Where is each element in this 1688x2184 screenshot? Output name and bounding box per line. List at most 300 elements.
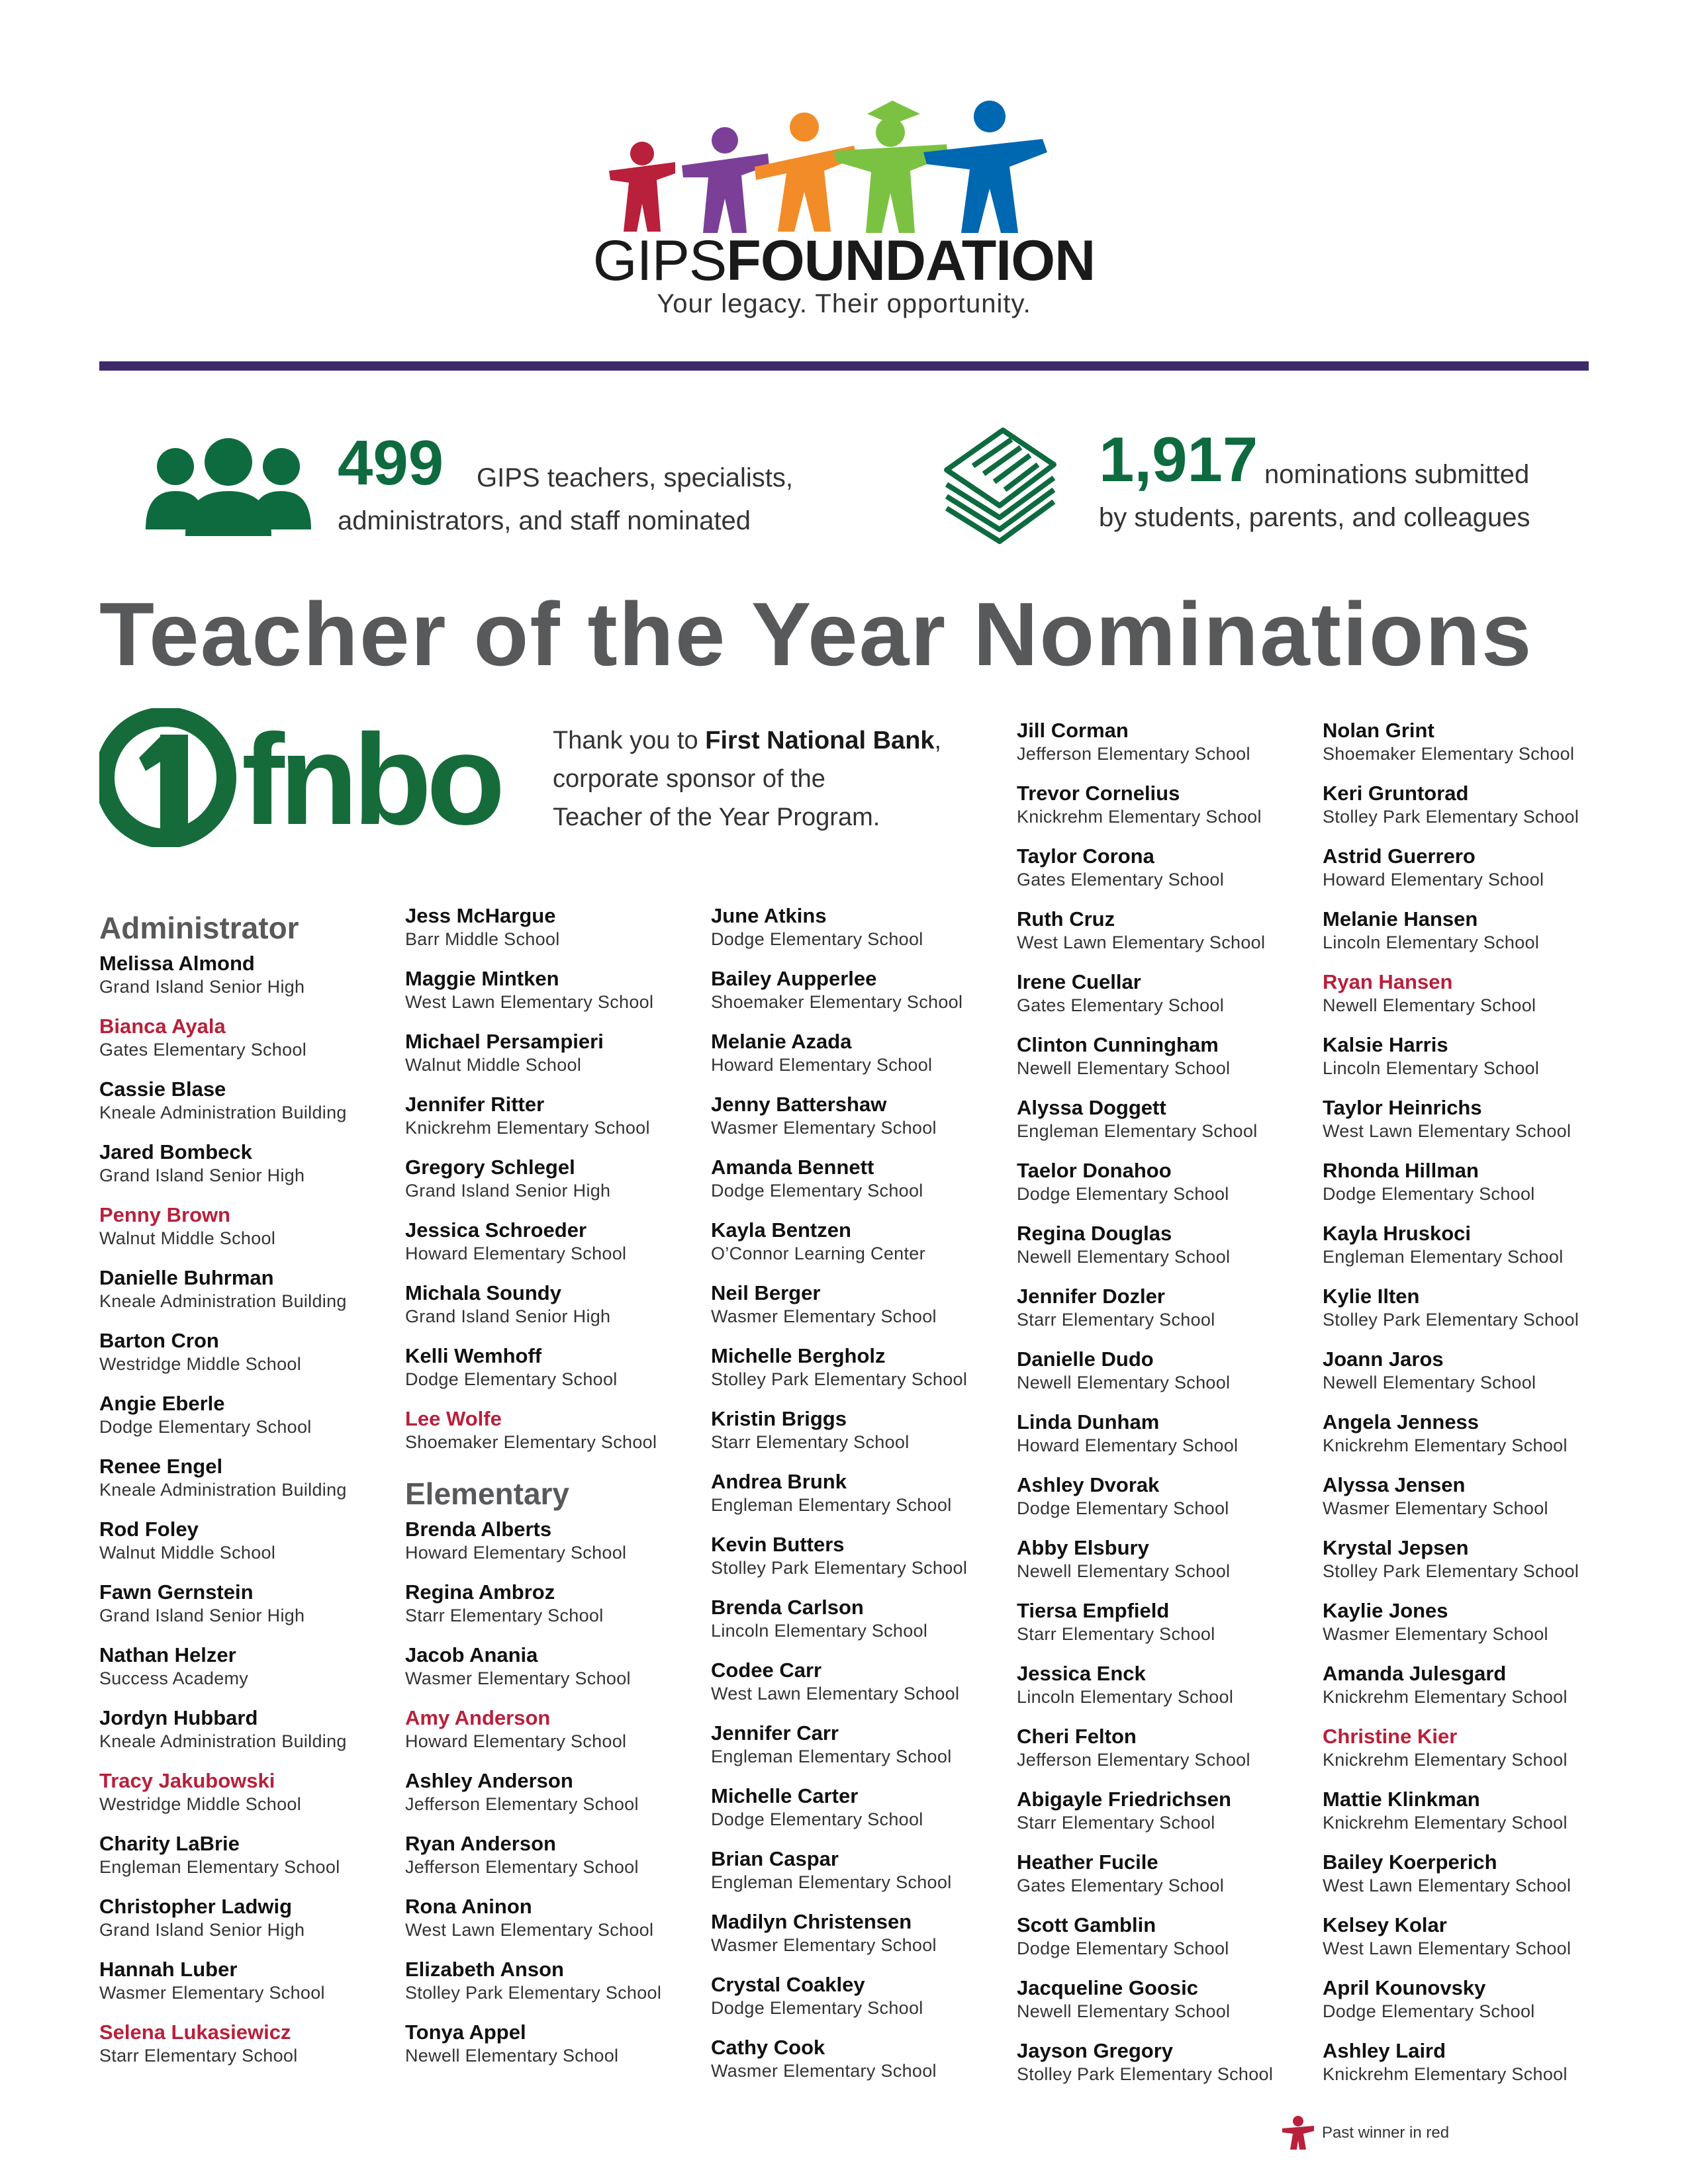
nominee-name: Jennifer Carr — [711, 1721, 839, 1745]
nominee-entry — [1323, 1788, 1624, 1850]
nominee-name: Tonya Appel — [405, 2021, 526, 2044]
sponsor-thanks — [553, 721, 1003, 837]
nominee-name: Brenda Alberts — [405, 1518, 552, 1541]
nominee-column-2 — [405, 904, 706, 2083]
nominee-name: Tiersa Empfield — [1017, 1599, 1170, 1622]
nominee-name: Michala Soundy — [405, 1281, 561, 1304]
sponsor-line2: corporate sponsor of the — [553, 765, 825, 793]
nominee-school: Grand Island Senior High — [99, 1606, 305, 1625]
nominee-school: Knickrehm Elementary School — [405, 1118, 650, 1138]
wordmark-gips: GIPS — [592, 229, 727, 293]
nominee-entry — [711, 1847, 1012, 1910]
nominee-entry — [405, 1706, 706, 1769]
nominee-list — [405, 1518, 706, 2083]
nominee-name: Renee Engel — [99, 1455, 223, 1478]
nominee-entry — [405, 904, 706, 967]
nominee-name: Brenda Carlson — [711, 1596, 864, 1619]
nominee-school: Wasmer Elementary School — [711, 2061, 937, 2081]
nominee-name: Jenny Battershaw — [711, 1093, 887, 1116]
nominee-name: Kalsie Harris — [1323, 1033, 1448, 1056]
nominee-entry — [1017, 1850, 1318, 1913]
nominee-entry — [99, 1580, 400, 1643]
nominee-school: Knickrehm Elementary School — [1323, 1750, 1568, 1770]
gips-wordmark — [0, 228, 1688, 294]
nominee-school: Lincoln Elementary School — [711, 1621, 928, 1641]
nominee-name: Nathan Helzer — [99, 1643, 236, 1666]
nominee-name: Kevin Butters — [711, 1533, 845, 1556]
nominee-entry — [1017, 1096, 1318, 1159]
nominee-entry — [405, 1958, 706, 2021]
gips-foundation-logo — [576, 93, 1119, 238]
sponsor-name: First National Bank — [705, 727, 935, 754]
nominee-school: Newell Elementary School — [1017, 1247, 1231, 1267]
nominee-column-5 — [1323, 719, 1624, 2102]
sponsor-line3: Teacher of the Year Program. — [553, 803, 880, 831]
fnbo-logo-text: fnbo — [242, 708, 500, 847]
nominee-entry — [1017, 1285, 1318, 1347]
nominee-school: O’Connor Learning Center — [711, 1244, 925, 1263]
nominee-school: Knickrehm Elementary School — [1017, 807, 1262, 827]
nominee-school: Jefferson Elementary School — [405, 1857, 639, 1877]
nominee-entry — [1323, 1473, 1624, 1536]
nominee-entry — [405, 1643, 706, 1706]
nominee-school: Stolley Park Elementary School — [1323, 807, 1579, 827]
nominee-name: Melissa Almond — [99, 952, 255, 975]
nominee-entry — [711, 1784, 1012, 1847]
nominee-entry — [711, 1973, 1012, 2036]
nominee-entry — [711, 1721, 1012, 1784]
nominee-entry — [711, 1281, 1012, 1344]
nominee-school: Grand Island Senior High — [99, 1165, 305, 1185]
nominee-name: Andrea Brunk — [711, 1470, 847, 1493]
nominee-entry — [405, 1832, 706, 1895]
nominee-school: Stolley Park Elementary School — [1323, 1561, 1579, 1581]
nominee-name: Kayla Bentzen — [711, 1218, 851, 1242]
nominee-name: Scott Gamblin — [1017, 1913, 1156, 1936]
nominee-name: Codee Carr — [711, 1659, 822, 1682]
nominee-name: Bailey Aupperlee — [711, 967, 877, 990]
nominee-entry — [711, 1533, 1012, 1596]
nominee-name: Danielle Buhrman — [99, 1266, 274, 1289]
nominee-entry — [711, 1218, 1012, 1281]
nominee-entry — [1323, 1662, 1624, 1725]
nominee-name: Michelle Carter — [711, 1784, 859, 1807]
nominee-entry — [1017, 1536, 1318, 1599]
logo-figure-orange — [755, 113, 857, 232]
stat-nominees-line1: GIPS teachers, specialists, — [477, 463, 793, 492]
nominee-school: Howard Elementary School — [1323, 870, 1544, 889]
nominee-name-past-winner: Amy Anderson — [405, 1706, 551, 1729]
nominee-school: Wasmer Elementary School — [1323, 1624, 1548, 1644]
nominee-entry — [1323, 907, 1624, 970]
nominee-entry — [99, 1077, 400, 1140]
nominee-school: Stolley Park Elementary School — [711, 1369, 968, 1389]
nominee-entry — [405, 1895, 706, 1958]
nominee-school: Engleman Elementary School — [711, 1747, 952, 1766]
sponsor-pre: Thank you to — [553, 727, 706, 754]
nominee-school: Starr Elementary School — [711, 1432, 910, 1452]
stat-nominations-number: 1,917 — [1099, 424, 1258, 495]
nominee-name: Linda Dunham — [1017, 1410, 1160, 1433]
nominee-entry — [1017, 1976, 1318, 2039]
nominee-school: Stolley Park Elementary School — [1323, 1310, 1579, 1330]
nominee-school: Dodge Elementary School — [711, 1181, 923, 1201]
nominee-entry — [711, 1596, 1012, 1659]
nominee-name: Jennifer Ritter — [405, 1093, 545, 1116]
nominee-name: Neil Berger — [711, 1281, 821, 1304]
nominee-entry — [1017, 2039, 1318, 2102]
nominee-school: Barr Middle School — [405, 929, 560, 949]
nominee-entry — [711, 1344, 1012, 1407]
nominee-entry — [1323, 782, 1624, 844]
nominee-entry — [99, 1266, 400, 1329]
nominee-entry — [1017, 1599, 1318, 1662]
nominee-name: Madilyn Christensen — [711, 1910, 912, 1933]
star-person-icon — [1281, 2115, 1315, 2151]
nominee-name: Angela Jenness — [1323, 1410, 1479, 1433]
nominee-name: Cheri Felton — [1017, 1725, 1137, 1748]
nominee-entry — [711, 1156, 1012, 1218]
nominee-school: West Lawn Elementary School — [1017, 933, 1266, 952]
nominee-entry — [405, 1030, 706, 1093]
nominee-school: Stolley Park Elementary School — [711, 1558, 968, 1578]
nominee-school: Walnut Middle School — [99, 1543, 276, 1563]
nominee-entry — [1017, 1662, 1318, 1725]
nominee-school: Knickrehm Elementary School — [1323, 2064, 1568, 2084]
nominee-name: Cassie Blase — [99, 1077, 226, 1101]
nominee-entry — [711, 2036, 1012, 2099]
nominee-entry — [405, 1093, 706, 1156]
nominee-entry — [1323, 2039, 1624, 2102]
nominee-name: Irene Cuellar — [1017, 970, 1141, 993]
nominee-school: Knickrehm Elementary School — [1323, 1435, 1568, 1455]
nominee-school: Walnut Middle School — [99, 1228, 276, 1248]
nominee-school: Dodge Elementary School — [1017, 1938, 1229, 1958]
nominee-name: Kristin Briggs — [711, 1407, 847, 1430]
nominee-school: Lincoln Elementary School — [1323, 933, 1540, 952]
logo-figure-purple — [682, 127, 769, 233]
nominee-name: Jacqueline Goosic — [1017, 1976, 1198, 1999]
nominee-name: Brian Caspar — [711, 1847, 839, 1870]
nominee-entry — [99, 1392, 400, 1455]
nominee-name: Heather Fucile — [1017, 1850, 1158, 1874]
nominee-entry — [711, 1093, 1012, 1156]
nominee-school: Dodge Elementary School — [711, 1998, 923, 2018]
nominee-entry — [711, 904, 1012, 967]
nominee-entry — [1323, 1850, 1624, 1913]
page-title: Teacher of the Year Nominations — [99, 584, 1533, 684]
nominee-entry — [405, 1156, 706, 1218]
nominee-name: Mattie Klinkman — [1323, 1788, 1480, 1811]
nominee-name: Alyssa Doggett — [1017, 1096, 1166, 1119]
nominee-entry — [1323, 1347, 1624, 1410]
nominee-name: Hannah Luber — [99, 1958, 238, 1981]
nominee-school: Lincoln Elementary School — [1017, 1687, 1234, 1707]
nominee-school: Shoemaker Elementary School — [711, 992, 963, 1012]
nominee-entry — [99, 1706, 400, 1769]
fnbo-logo — [99, 708, 530, 847]
nominee-name: Jessica Enck — [1017, 1662, 1146, 1685]
nominee-name: Ruth Cruz — [1017, 907, 1115, 931]
nominee-name: Melanie Hansen — [1323, 907, 1478, 931]
nominee-school: Newell Elementary School — [1017, 1058, 1231, 1078]
nominee-entry — [99, 1518, 400, 1580]
nominee-entry — [1017, 1473, 1318, 1536]
nominee-school: Shoemaker Elementary School — [405, 1432, 657, 1452]
nominee-entry — [99, 1015, 400, 1077]
nominee-school: West Lawn Elementary School — [1323, 1876, 1571, 1895]
nominee-name: Taelor Donahoo — [1017, 1159, 1172, 1182]
nominee-name: Gregory Schlegel — [405, 1156, 575, 1179]
nominee-name: Joann Jaros — [1323, 1347, 1444, 1371]
nominee-name: Christopher Ladwig — [99, 1895, 293, 1918]
nominee-school: Lincoln Elementary School — [1323, 1058, 1540, 1078]
nominee-entry — [405, 1218, 706, 1281]
nominee-name: Jessica Schroeder — [405, 1218, 587, 1242]
nominee-school: Engleman Elementary School — [99, 1857, 340, 1877]
nominee-entry — [405, 967, 706, 1030]
nominee-entry — [99, 952, 400, 1015]
nominee-name: Amanda Julesgard — [1323, 1662, 1507, 1685]
nominee-school: West Lawn Elementary School — [405, 992, 654, 1012]
nominee-name: Krystal Jepsen — [1323, 1536, 1469, 1559]
nominee-name: Angie Eberle — [99, 1392, 225, 1415]
nominee-entry — [711, 1407, 1012, 1470]
nominee-school: Stolley Park Elementary School — [405, 1983, 662, 2003]
nominee-list — [1017, 719, 1318, 2102]
nominee-name: Jill Corman — [1017, 719, 1129, 742]
nominee-list — [711, 904, 1012, 2099]
nominee-entry — [99, 1958, 400, 2021]
nominee-school: Jefferson Elementary School — [405, 1794, 639, 1814]
nominee-name: Barton Cron — [99, 1329, 219, 1352]
nominee-name: Jennifer Dozler — [1017, 1285, 1165, 1308]
nominee-entry — [711, 1470, 1012, 1533]
nominee-entry — [1323, 1976, 1624, 2039]
nominee-name: Keri Gruntorad — [1323, 782, 1469, 805]
legend-text: Past winner in red — [1322, 2124, 1450, 2142]
nominee-school: Howard Elementary School — [405, 1244, 627, 1263]
nominee-name: Elizabeth Anson — [405, 1958, 564, 1981]
nominee-entry — [99, 1643, 400, 1706]
nominee-school: Kneale Administration Building — [99, 1291, 347, 1311]
nominee-entry — [99, 1329, 400, 1392]
nominee-entry — [1017, 782, 1318, 844]
nominee-entry — [1017, 1913, 1318, 1976]
nominee-entry — [1323, 719, 1624, 782]
nominee-entry — [405, 1518, 706, 1580]
nominee-name: Maggie Mintken — [405, 967, 559, 990]
nominee-entry — [99, 1769, 400, 1832]
nominee-name: Nolan Grint — [1323, 719, 1434, 742]
nominee-name: Charity LaBrie — [99, 1832, 240, 1855]
nominee-entry — [99, 1203, 400, 1266]
nominee-name: Astrid Guerrero — [1323, 844, 1476, 868]
nominee-entry — [1323, 970, 1624, 1033]
nominee-school: Shoemaker Elementary School — [1323, 744, 1575, 764]
nominee-entry — [711, 1659, 1012, 1721]
nominee-school: Wasmer Elementary School — [711, 1306, 937, 1326]
nominee-entry — [1017, 1159, 1318, 1222]
nominee-name: Jacob Anania — [405, 1643, 538, 1666]
nominee-school: Dodge Elementary School — [711, 1809, 923, 1829]
nominee-school: Dodge Elementary School — [1323, 1184, 1535, 1204]
nominee-school: Howard Elementary School — [711, 1055, 933, 1075]
nominee-name: Rod Foley — [99, 1518, 199, 1541]
nominee-entry — [1017, 1347, 1318, 1410]
nominee-name: Cathy Cook — [711, 2036, 825, 2059]
nominee-name: Kelli Wemhoff — [405, 1344, 542, 1367]
nominee-school: Wasmer Elementary School — [711, 1118, 937, 1138]
nominee-entry — [1323, 1285, 1624, 1347]
nominee-school: Dodge Elementary School — [1017, 1498, 1229, 1518]
nominee-name: Danielle Dudo — [1017, 1347, 1154, 1371]
nominee-school: Dodge Elementary School — [1017, 1184, 1229, 1204]
nominee-entry — [1323, 1159, 1624, 1222]
nominee-entry — [405, 1580, 706, 1643]
nominee-school: Grand Island Senior High — [99, 977, 305, 997]
nominee-school: Kneale Administration Building — [99, 1731, 347, 1751]
nominee-entry — [1323, 1913, 1624, 1976]
nominee-entry — [711, 1910, 1012, 1973]
nominee-name: Taylor Corona — [1017, 844, 1154, 868]
nominee-name: Ashley Dvorak — [1017, 1473, 1160, 1496]
nominee-school: Starr Elementary School — [1017, 1624, 1215, 1644]
nominee-school: Jefferson Elementary School — [1017, 1750, 1250, 1770]
nominee-name-past-winner: Selena Lukasiewicz — [99, 2021, 291, 2044]
nominee-school: Newell Elementary School — [1017, 1373, 1231, 1392]
nominee-school: Engleman Elementary School — [711, 1495, 952, 1515]
nominee-entry — [405, 1407, 706, 1470]
nominee-school: Kneale Administration Building — [99, 1480, 347, 1500]
nominee-name: April Kounovsky — [1323, 1976, 1486, 1999]
nominee-school: Gates Elementary School — [1017, 1876, 1225, 1895]
past-winner-legend — [1281, 2115, 1449, 2151]
section-heading-administrator: Administrator — [99, 911, 299, 945]
nominee-school: Walnut Middle School — [405, 1055, 582, 1075]
nominee-entry — [1323, 1725, 1624, 1788]
nominee-school: Kneale Administration Building — [99, 1103, 347, 1122]
nominee-name: Taylor Heinrichs — [1323, 1096, 1482, 1119]
nominee-school: Howard Elementary School — [405, 1731, 627, 1751]
nominee-school: Wasmer Elementary School — [405, 1668, 631, 1688]
logo-figure-green-graduate — [834, 101, 948, 233]
nominee-entry — [405, 1769, 706, 1832]
nominee-school: Newell Elementary School — [1323, 995, 1536, 1015]
nominee-name: Crystal Coakley — [711, 1973, 865, 1996]
nominee-name: Trevor Cornelius — [1017, 782, 1180, 805]
nominee-name: Rona Aninon — [405, 1895, 532, 1918]
nominee-name-past-winner: Bianca Ayala — [99, 1015, 226, 1038]
nominee-entry — [1323, 844, 1624, 907]
nominee-school: Knickrehm Elementary School — [1323, 1687, 1568, 1707]
nominee-school: Success Academy — [99, 1668, 249, 1688]
nominee-school: Howard Elementary School — [1017, 1435, 1239, 1455]
nominee-school: West Lawn Elementary School — [405, 1920, 654, 1940]
stat-nominations-line2: by students, parents, and colleagues — [1099, 503, 1530, 532]
nominee-name: Abigayle Friedrichsen — [1017, 1788, 1231, 1811]
logo-figure-red — [609, 142, 675, 232]
nominee-entry — [1017, 719, 1318, 782]
section-heading-elementary: Elementary — [405, 1477, 570, 1511]
nominee-name-past-winner: Christine Kier — [1323, 1725, 1458, 1748]
nominee-name: June Atkins — [711, 904, 827, 927]
nominee-name: Jayson Gregory — [1017, 2039, 1174, 2062]
nominee-entry — [1017, 970, 1318, 1033]
stat-nominations-line1: nominations submitted — [1264, 460, 1530, 489]
nominee-column-4 — [1017, 719, 1318, 2102]
nominee-name: Rhonda Hillman — [1323, 1159, 1479, 1182]
sponsor-post: , — [934, 727, 942, 754]
nominee-name: Ryan Anderson — [405, 1832, 556, 1855]
nominee-school: Grand Island Senior High — [99, 1920, 305, 1940]
logo-figure-blue — [923, 101, 1047, 233]
nominee-entry — [99, 1832, 400, 1895]
nominee-school: Wasmer Elementary School — [711, 1935, 937, 1955]
nominee-name-past-winner: Penny Brown — [99, 1203, 231, 1226]
nominee-school: Newell Elementary School — [1017, 2001, 1231, 2021]
nominee-school: Wasmer Elementary School — [99, 1983, 325, 2003]
nominee-school: Gates Elementary School — [1017, 870, 1225, 889]
nominee-school: Engleman Elementary School — [1017, 1121, 1258, 1141]
nominee-school: Starr Elementary School — [1017, 1310, 1215, 1330]
nominee-name: Kylie Ilten — [1323, 1285, 1420, 1308]
nominee-name: Melanie Azada — [711, 1030, 852, 1053]
nominee-name: Regina Douglas — [1017, 1222, 1172, 1245]
nominee-school: West Lawn Elementary School — [711, 1684, 960, 1704]
nominee-name: Kayla Hruskoci — [1323, 1222, 1471, 1245]
nominee-name: Kaylie Jones — [1323, 1599, 1448, 1622]
nominee-entry — [405, 1344, 706, 1407]
nominee-name: Michelle Bergholz — [711, 1344, 886, 1367]
nominee-school: Jefferson Elementary School — [1017, 744, 1250, 764]
nominee-list — [1323, 719, 1624, 2102]
nominee-school: Starr Elementary School — [99, 2046, 298, 2066]
nominee-entry — [99, 1140, 400, 1203]
nominee-list — [405, 904, 706, 1470]
nominee-entry — [1017, 1725, 1318, 1788]
nominee-entry — [405, 1281, 706, 1344]
nominee-entry — [1017, 907, 1318, 970]
nominee-name-past-winner: Tracy Jakubowski — [99, 1769, 275, 1792]
wordmark-foundation: FOUNDATION — [726, 229, 1096, 293]
nominee-entry — [99, 1895, 400, 1958]
nominee-entry — [1017, 1410, 1318, 1473]
nominee-school: Dodge Elementary School — [1323, 2001, 1535, 2021]
nominee-entry — [1323, 1222, 1624, 1285]
nominee-name: Michael Persampieri — [405, 1030, 604, 1053]
nominee-name: Alyssa Jensen — [1323, 1473, 1466, 1496]
nominee-school: Howard Elementary School — [405, 1543, 627, 1563]
nominee-name: Bailey Koerperich — [1323, 1850, 1497, 1874]
nominee-school: West Lawn Elementary School — [1323, 1938, 1571, 1958]
nominee-list — [99, 952, 400, 2083]
nominee-entry — [1323, 1410, 1624, 1473]
nominee-entry — [99, 2021, 400, 2083]
nominee-school: Starr Elementary School — [1017, 1813, 1215, 1833]
nominee-name: Jess McHargue — [405, 904, 556, 927]
people-icon — [146, 437, 311, 536]
nominee-entry — [99, 1455, 400, 1518]
nominee-school: Grand Island Senior High — [405, 1181, 611, 1201]
nominee-entry — [1017, 1222, 1318, 1285]
nominee-entry — [1017, 1788, 1318, 1850]
nominee-school: Starr Elementary School — [405, 1606, 604, 1625]
nominee-entry — [711, 967, 1012, 1030]
nominee-name: Clinton Cunningham — [1017, 1033, 1219, 1056]
nominee-name: Ashley Anderson — [405, 1769, 573, 1792]
gips-tagline: Your legacy. Their opportunity. — [657, 289, 1031, 318]
